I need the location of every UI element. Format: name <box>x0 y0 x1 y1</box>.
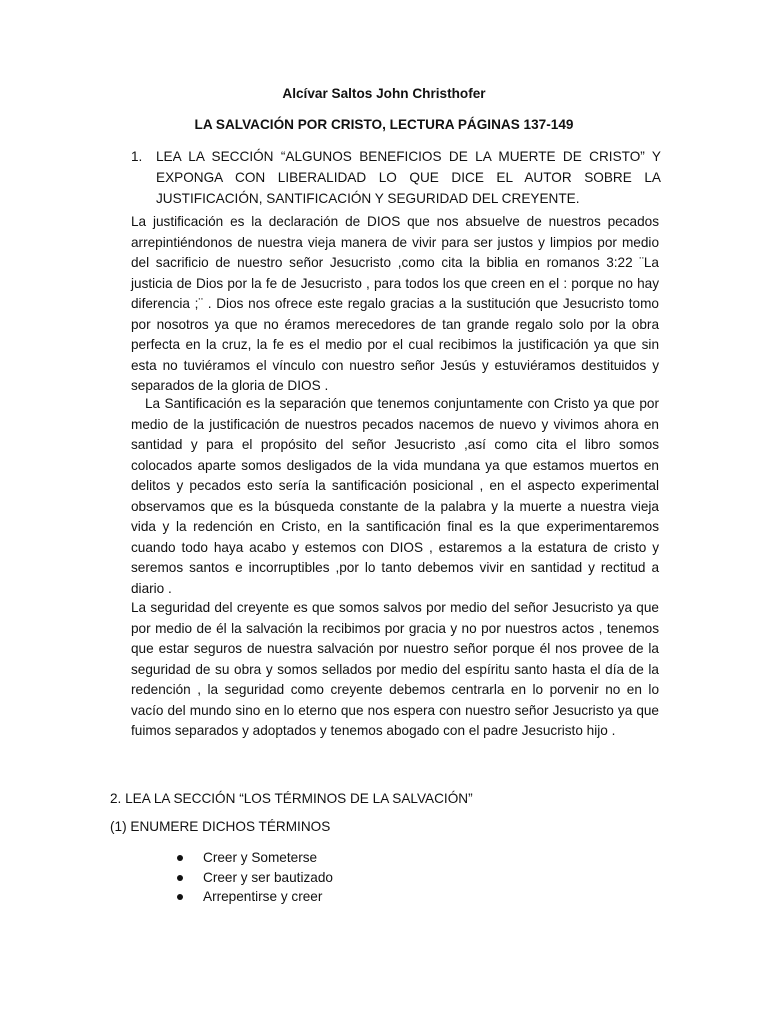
bullet-icon <box>177 855 183 861</box>
document-title: LA SALVACIÓN POR CRISTO, LECTURA PÁGINAS 137-149 <box>194 117 574 132</box>
term-label: Creer y Someterse <box>203 850 318 865</box>
question-1 <box>131 146 661 209</box>
question-1-text: LEA LA SECCIÓN “ALGUNOS BENEFICIOS DE LA MUERTE DE CRISTO” Y EXPONGA CON LIBERALIDAD LO QUE DICE EL AUTOR SOBRE LA JUSTIFICACIÓN, SANTIFICACIÓN Y SEGURIDAD DEL CREYENTE. <box>156 149 661 206</box>
terms-list <box>177 848 333 907</box>
bullet-icon <box>177 894 183 900</box>
bullet-icon <box>177 875 183 881</box>
term-label: Creer y ser bautizado <box>203 869 333 885</box>
list-item <box>177 868 333 888</box>
list-item <box>177 848 333 868</box>
list-item <box>177 887 333 907</box>
paragraph-security: La seguridad del creyente es que somos salvos por medio del señor Jesucristo ya que por medio de él la salvación la recibimos por gracia y no por nuestros actos , tenemos que estar seguros de nuestra salvación por nuestro señor porque él nos provee de la seguridad de su obra y somos sellados por medio del espíritu santo hasta el día de la redención , la seguridad como creyente debemos centrarla en lo porvenir no en lo vacío del mundo sino en lo eterno que nos espera con nuestro señor Jesucristo ya que fuimos separados y adoptados y tenemos abogado con el padre Jesucristo hijo . <box>131 600 659 738</box>
question-2-subheading: (1) ENUMERE DICHOS TÉRMINOS <box>110 819 331 834</box>
paragraph-justification: La justificación es la declaración de DIOS que nos absuelve de nuestros pecados arrepintiéndonos de nuestra vieja manera de vivir para ser justos y limpios por medio del sacrificio de nuestro señor Jesucristo ,como cita la biblia en romanos 3:22 ¨La justicia de Dios por la fe de Jesucristo , para todos los que creen en el : porque no hay diferencia ;¨ . Dios nos ofrece este regalo gracias a la sustitución que Jesucristo tomo por nosotros ya que no éramos merecedores de tan grande regalo solo por la obra perfecta en la cruz, la fe es el medio por el cual recibimos la justificación ya que sin esta no tuviéramos el vínculo con nuestro señor Jesús y estuviéramos destituidos y separados de la gloria de DIOS . <box>131 214 659 393</box>
term-label: Arrepentirse y creer <box>203 889 323 904</box>
question-2: 2. LEA LA SECCIÓN “LOS TÉRMINOS DE LA SALVACIÓN” <box>110 791 473 806</box>
paragraph-sanctification: La Santificación es la separación que tenemos conjuntamente con Cristo ya que por medio de la justificación de nuestros pecados nacemos de nuevo y vivimos ahora en santidad y para el propósito del señor Jesucristo ,así como cita el libro somos colocados aparte somos desligados de la vida mundana ya que estamos muertos en delitos y pecados esto sería la santificación posicional , en el aspecto experimental observamos que es la búsqueda constante de la palabra y la muerte a nuestra vieja vida y la redención en Cristo, en la santificación final es la que experimentaremos cuando todo haya acabo y estemos con DIOS , estaremos a la estatura de cristo y seremos santos e incorruptibles ,por lo tanto debemos vivir en santidad y rectitud a diario . <box>131 396 659 596</box>
author-name: Alcívar Saltos John Christhofer <box>282 86 486 101</box>
question-1-number: 1. <box>131 149 143 164</box>
